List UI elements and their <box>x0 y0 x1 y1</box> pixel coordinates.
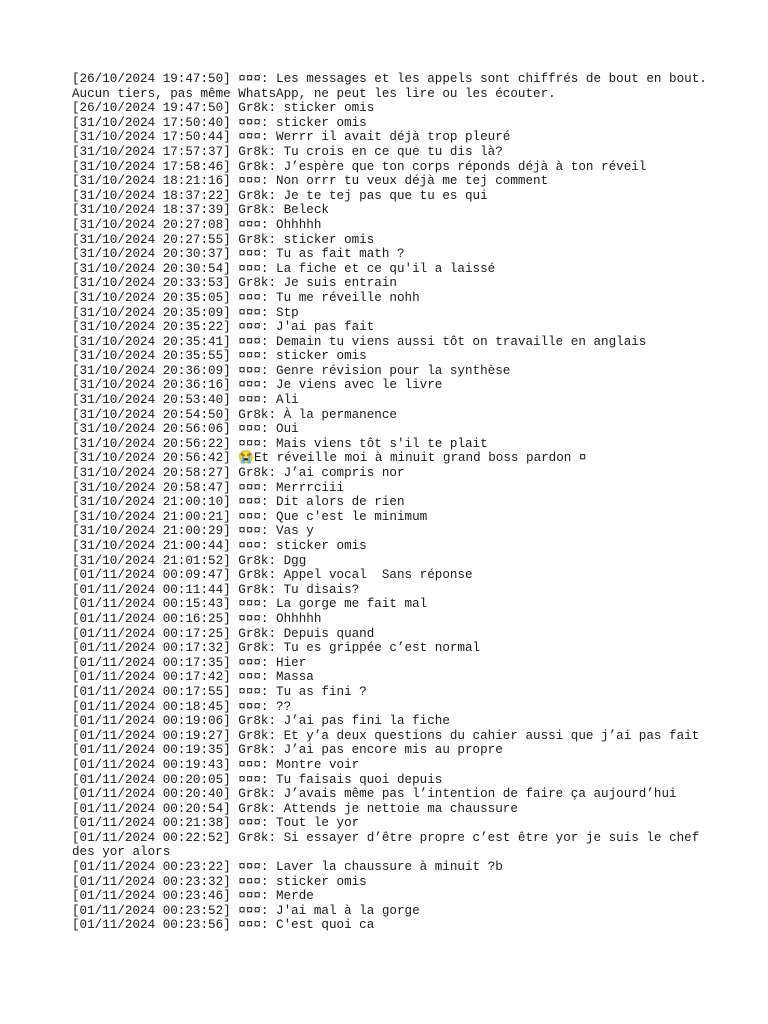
message-line: [31/10/2024 21:00:29] ¤¤¤: Vas y <box>72 524 314 539</box>
message-line: [01/11/2024 00:21:38] ¤¤¤: Tout le yor <box>72 816 360 831</box>
message-line: [31/10/2024 21:01:52] Gr8k: Dgg <box>72 553 307 568</box>
message-line: [31/10/2024 20:27:55] Gr8k: sticker omis <box>72 232 375 247</box>
message-line: [01/11/2024 00:20:40] Gr8k: J’avais même pas l’intention de faire ça aujourd’hui <box>72 787 677 802</box>
message-line: [01/11/2024 00:11:44] Gr8k: Tu disais? <box>72 582 360 597</box>
message-line: [31/10/2024 20:33:53] Gr8k: Je suis entrain <box>72 276 397 291</box>
message-line: [31/10/2024 20:58:27] Gr8k: J’ai compris nor <box>72 466 405 481</box>
message-line: [01/11/2024 00:23:32] ¤¤¤: sticker omis <box>72 874 367 889</box>
message-line: [31/10/2024 20:56:06] ¤¤¤: Oui <box>72 422 299 437</box>
message-line: [01/11/2024 00:23:46] ¤¤¤: Merde <box>72 889 314 904</box>
message-line: [01/11/2024 00:18:45] ¤¤¤: ?? <box>72 699 292 714</box>
message-line: [01/11/2024 00:17:55] ¤¤¤: Tu as fini ? <box>72 684 367 699</box>
message-line: [01/11/2024 00:19:35] Gr8k: J’ai pas encore mis au propre <box>72 743 503 758</box>
message-line: [31/10/2024 20:36:16] ¤¤¤: Je viens avec le livre <box>72 378 443 393</box>
message-line: [31/10/2024 20:35:09] ¤¤¤: Stp <box>72 305 299 320</box>
message-line: [01/11/2024 00:23:22] ¤¤¤: Laver la chaussure à minuit ?b <box>72 860 503 875</box>
message-line: [31/10/2024 20:53:40] ¤¤¤: Ali <box>72 393 299 408</box>
message-line: [01/11/2024 00:16:25] ¤¤¤: Ohhhhh <box>72 611 322 626</box>
message-line: [31/10/2024 17:57:37] Gr8k: Tu crois en ce que tu dis là? <box>72 144 503 159</box>
message-line: [01/11/2024 00:23:52] ¤¤¤: J'ai mal à la gorge <box>72 903 420 918</box>
message-line: [01/11/2024 00:17:42] ¤¤¤: Massa <box>72 670 314 685</box>
message-line: [31/10/2024 17:50:44] ¤¤¤: Werrr il avait déjà trop pleuré <box>72 130 511 145</box>
message-line: [31/10/2024 20:35:41] ¤¤¤: Demain tu viens aussi tôt on travaille en anglais <box>72 334 647 349</box>
message-line: [31/10/2024 20:56:42] 😭Et réveille moi à minuit grand boss pardon ¤ <box>72 451 587 466</box>
message-line: [26/10/2024 19:47:50] ¤¤¤: Les messages et les appels sont chiffrés de bout en bout. Aucun tiers, pas même WhatsApp, ne peut les lire ou les écouter. <box>72 72 715 101</box>
message-line: [31/10/2024 18:37:22] Gr8k: Je te tej pas que tu es qui <box>72 188 488 203</box>
message-line: [31/10/2024 20:27:08] ¤¤¤: Ohhhhh <box>72 217 322 232</box>
message-line: [31/10/2024 21:00:44] ¤¤¤: sticker omis <box>72 539 367 553</box>
message-line: [01/11/2024 00:15:43] ¤¤¤: La gorge me fait mal <box>72 597 428 612</box>
message-line: [01/11/2024 00:20:05] ¤¤¤: Tu faisais quoi depuis <box>72 772 443 787</box>
message-line: [26/10/2024 19:47:50] Gr8k: sticker omis <box>72 101 375 116</box>
message-line: [31/10/2024 20:35:22] ¤¤¤: J'ai pas fait <box>72 320 375 335</box>
message-line: [01/11/2024 00:17:35] ¤¤¤: Hier <box>72 655 307 670</box>
message-line: [31/10/2024 18:21:16] ¤¤¤: Non orrr tu veux déjà me tej comment <box>72 174 549 189</box>
message-line: [31/10/2024 17:58:46] Gr8k: J’espère que ton corps réponds déjà à ton réveil <box>72 159 647 174</box>
message-line: [01/11/2024 00:19:43] ¤¤¤: Montre voir <box>72 757 360 772</box>
message-line: [31/10/2024 20:58:47] ¤¤¤: Merrrciii <box>72 480 345 495</box>
message-line: [01/11/2024 00:22:52] Gr8k: Si essayer d’être propre c’est être yor je suis le chef des yor alors <box>72 830 707 860</box>
message-line: [01/11/2024 00:09:47] Gr8k: Appel vocal Sans réponse <box>72 568 473 583</box>
message-line: [31/10/2024 20:54:50] Gr8k: À la permanence <box>72 407 397 422</box>
chat-transcript <box>72 72 715 933</box>
message-line: [01/11/2024 00:17:25] Gr8k: Depuis quand <box>72 626 375 641</box>
message-line: [31/10/2024 20:36:09] ¤¤¤: Genre révision pour la synthèse <box>72 363 511 378</box>
message-line: [31/10/2024 20:30:37] ¤¤¤: Tu as fait math ? <box>72 247 405 262</box>
message-line: [31/10/2024 20:35:55] ¤¤¤: sticker omis <box>72 349 367 364</box>
message-line: [31/10/2024 20:56:22] ¤¤¤: Mais viens tôt s'il te plait <box>72 436 488 451</box>
message-line: [31/10/2024 18:37:39] Gr8k: Beleck <box>72 203 329 218</box>
message-line: [01/11/2024 00:17:32] Gr8k: Tu es grippée c’est normal <box>72 641 481 656</box>
message-line: [01/11/2024 00:23:56] ¤¤¤: C'est quoi ca <box>72 918 375 933</box>
message-line: [01/11/2024 00:19:06] Gr8k: J’ai pas fini la fiche <box>72 714 450 729</box>
message-line: [31/10/2024 21:00:21] ¤¤¤: Que c'est le minimum <box>72 509 428 524</box>
message-line: [31/10/2024 21:00:10] ¤¤¤: Dit alors de rien <box>72 495 405 510</box>
message-line: [01/11/2024 00:19:27] Gr8k: Et y’a deux questions du cahier aussi que j’ai pas fait <box>72 728 700 743</box>
message-line: [31/10/2024 17:50:40] ¤¤¤: sticker omis <box>72 115 367 130</box>
message-line: [01/11/2024 00:20:54] Gr8k: Attends je nettoie ma chaussure <box>72 801 518 816</box>
message-line: [31/10/2024 20:35:05] ¤¤¤: Tu me réveille nohh <box>72 290 420 305</box>
message-line: [31/10/2024 20:30:54] ¤¤¤: La fiche et ce qu'il a laissé <box>72 261 496 276</box>
